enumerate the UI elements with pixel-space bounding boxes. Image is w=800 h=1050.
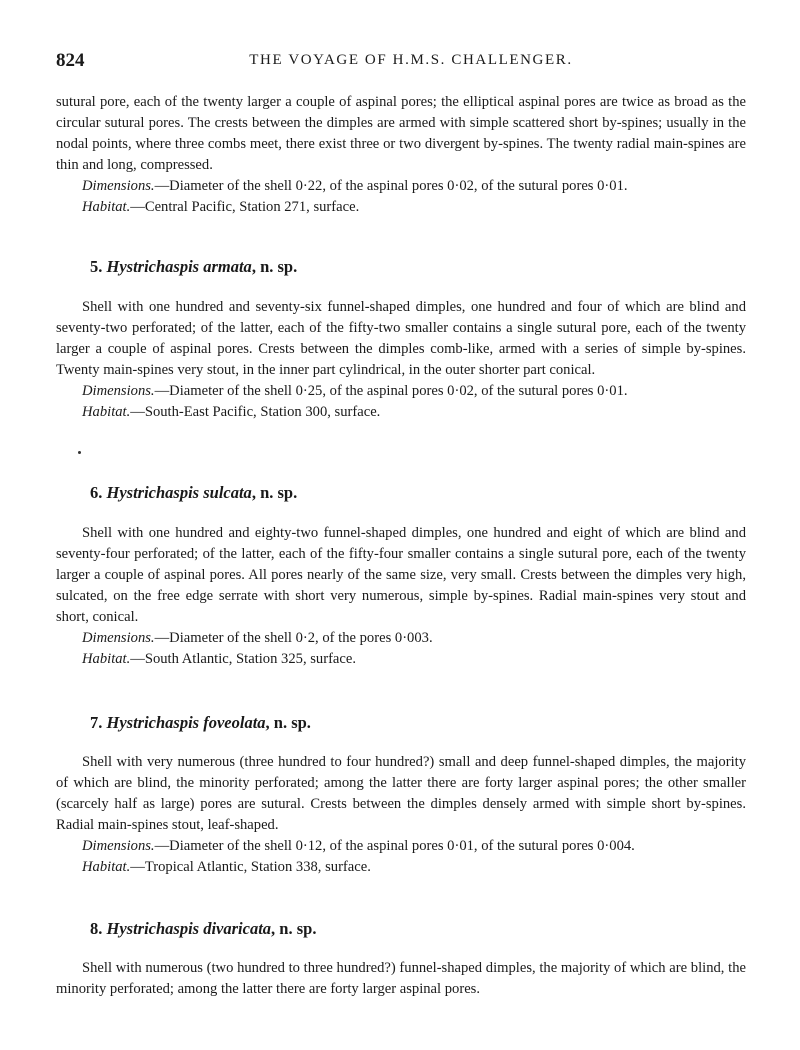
dimensions-label: Dimensions. xyxy=(82,383,155,399)
continued-dimensions xyxy=(56,176,746,197)
stray-ink-dot xyxy=(78,451,81,454)
species-heading-6 xyxy=(56,482,780,504)
page-header xyxy=(56,50,746,76)
species-entry-7 xyxy=(56,752,746,878)
species-suffix: , n. sp. xyxy=(265,713,311,732)
continued-section xyxy=(56,92,746,218)
habitat-label: Habitat. xyxy=(82,404,131,420)
species-name: Hystrichaspis armata xyxy=(106,257,252,276)
species-heading-8 xyxy=(56,918,780,940)
species-number: 5. xyxy=(90,257,103,276)
species-habitat xyxy=(56,402,746,423)
species-dimensions xyxy=(56,836,746,857)
species-habitat xyxy=(56,857,746,878)
species-dimensions xyxy=(56,381,746,402)
dimensions-text: —Diameter of the shell 0·2, of the pores 0·003. xyxy=(154,630,433,646)
page-number: 824 xyxy=(56,50,85,71)
dimensions-text: —Diameter of the shell 0·12, of the aspinal pores 0·01, of the sutural pores 0·004. xyxy=(154,838,635,854)
species-heading-5 xyxy=(56,256,780,278)
dimensions-label: Dimensions. xyxy=(82,630,155,646)
species-suffix: , n. sp. xyxy=(251,257,298,276)
running-title: THE VOYAGE OF H.M.S. CHALLENGER. xyxy=(249,52,573,68)
species-description: Shell with very numerous (three hundred to four hundred?) small and deep funnel-shaped dimples, the majority of which are blind, the minority perforated; among the latter there are forty larger aspinal pores; the other smaller (scarcely half as large) pores are sutural. Crests between the dimples densely armed with simple short by-spines. Radial main-spines stout, leaf-shaped. xyxy=(56,754,746,833)
dimensions-text: —Diameter of the shell 0·22, of the aspinal pores 0·02, of the sutural pores 0·01. xyxy=(154,178,628,194)
species-entry-6 xyxy=(56,523,746,670)
dimensions-label: Dimensions. xyxy=(82,178,155,194)
species-description: Shell with one hundred and seventy-six funnel-shaped dimples, one hundred and four of which are blind and seventy-two perforated; of the latter, each of the fifty-two smaller contains a single sutural pore, each of the twenty larger a couple of aspinal pores. Crests between the dimples comb-like, armed with a series of simple by-spines. Twenty main-spines very stout, in the inner part cylindrical, in the outer shorter part conical. xyxy=(56,299,746,378)
species-number: 7. xyxy=(90,713,103,732)
species-name: Hystrichaspis sulcata xyxy=(106,483,252,502)
species-suffix: , n. sp. xyxy=(271,919,317,938)
dimensions-text: —Diameter of the shell 0·25, of the aspinal pores 0·02, of the sutural pores 0·01. xyxy=(154,383,628,399)
species-suffix: , n. sp. xyxy=(251,483,298,502)
species-number: 8. xyxy=(90,919,103,938)
species-entry-5 xyxy=(56,297,746,423)
species-name: Hystrichaspis divaricata xyxy=(106,919,272,938)
species-number: 6. xyxy=(90,483,103,502)
species-dimensions xyxy=(56,628,746,649)
species-description: Shell with numerous (two hundred to three hundred?) funnel-shaped dimples, the majority of which are blind, the minority perforated; among the latter there are forty larger aspinal pores. xyxy=(56,960,746,997)
continued-paragraph: sutural pore, each of the twenty larger a couple of aspinal pores; the elliptical aspinal pores are twice as broad as the circular sutural pores. The crests between the dimples are armed with simple scattered short by-spines; usually in the nodal points, where three combs meet, there exist three or two divergent by-spines. The twenty radial main-spines are thin and long, compressed. xyxy=(56,94,746,173)
species-description: Shell with one hundred and eighty-two funnel-shaped dimples, one hundred and eight of which are blind and seventy-four perforated; of the latter, each of the fifty-four smaller contains a single sutural pore, each of the twenty larger a couple of aspinal pores. All pores nearly of the same size, very small. Crests between the dimples very high, sulcated, on the free edge serrate with short very numerous, simple by-spines. Radial main-spines very stout and short, conical. xyxy=(56,525,746,625)
habitat-text: —South Atlantic, Station 325, surface. xyxy=(130,651,357,667)
species-name: Hystrichaspis foveolata xyxy=(106,713,266,732)
dimensions-label: Dimensions. xyxy=(82,838,155,854)
habitat-text: —Central Pacific, Station 271, surface. xyxy=(130,199,360,215)
continued-habitat xyxy=(56,197,746,218)
habitat-label: Habitat. xyxy=(82,859,131,875)
species-entry-8 xyxy=(56,958,746,1000)
habitat-label: Habitat. xyxy=(82,199,131,215)
habitat-label: Habitat. xyxy=(82,651,131,667)
habitat-text: —Tropical Atlantic, Station 338, surface. xyxy=(130,859,371,875)
habitat-text: —South-East Pacific, Station 300, surface. xyxy=(130,404,381,420)
species-heading-7 xyxy=(56,712,780,734)
species-habitat xyxy=(56,649,746,670)
